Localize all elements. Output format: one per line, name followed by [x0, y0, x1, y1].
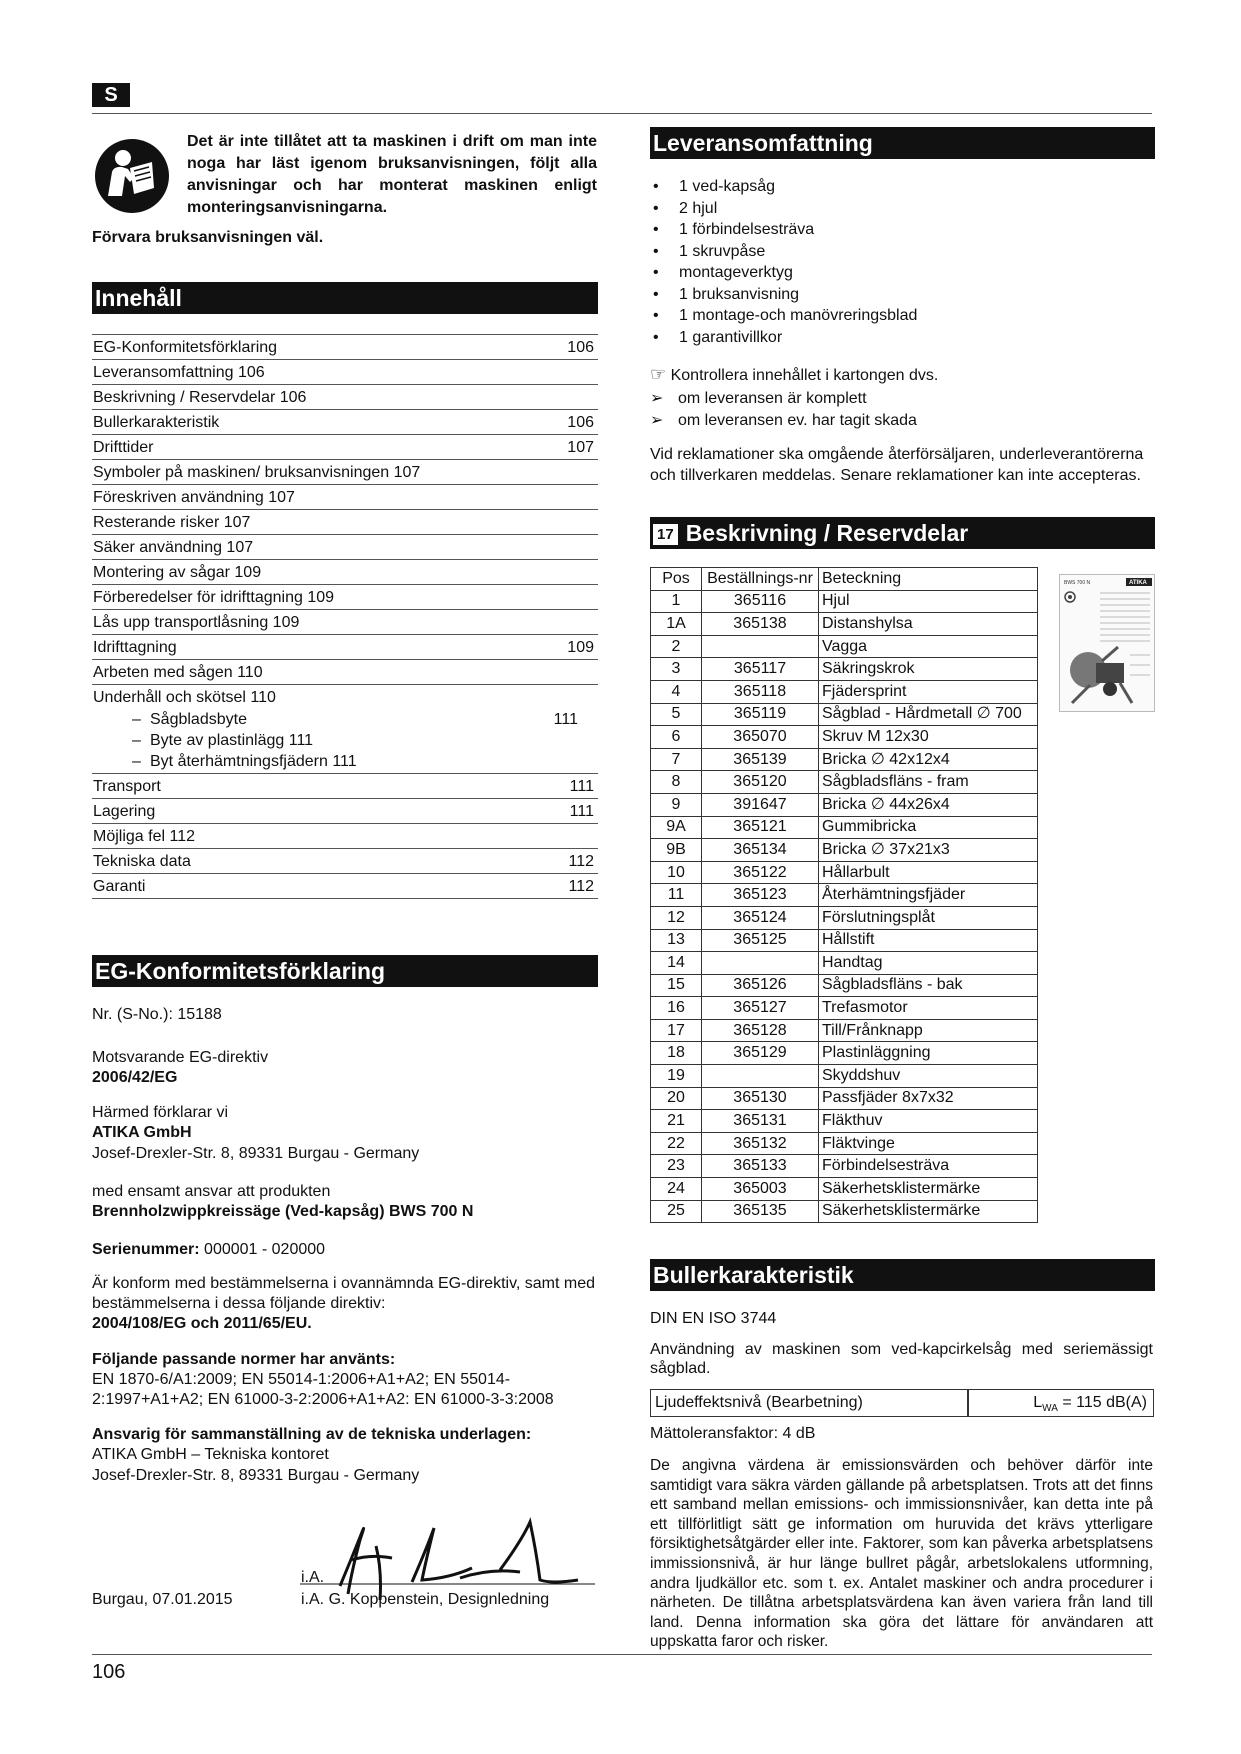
toc-subrow	[92, 730, 598, 751]
toc-label: EG-Konformitetsförklaring	[93, 339, 278, 356]
toc-dash: –	[132, 711, 141, 728]
toc-row	[92, 334, 598, 359]
toc-label: Underhåll och skötsel 110	[93, 689, 276, 706]
noise-level-table	[650, 1389, 1154, 1417]
table-row	[651, 1042, 1038, 1065]
table-row	[651, 635, 1038, 658]
toc-label: Transport	[93, 778, 161, 795]
toc-label: Säker användning 107	[93, 539, 254, 556]
part-order-nr: 365128	[702, 1019, 819, 1042]
toc-page: 106	[567, 339, 594, 356]
table-row	[651, 613, 1038, 636]
toc-page: 112	[568, 878, 594, 895]
table-row	[651, 793, 1038, 816]
table-header-row	[651, 568, 1038, 591]
part-description: Hjul	[819, 590, 1038, 613]
part-order-nr: 365123	[702, 884, 819, 907]
toc-subrow	[92, 751, 598, 773]
toc-label: Tekniska data	[93, 853, 191, 870]
toc-label: Lås upp transportlåsning 109	[93, 614, 300, 631]
table-row	[651, 1110, 1038, 1133]
part-order-nr	[702, 1065, 819, 1088]
responsible-address: Josef-Drexler-Str. 8, 89331 Burgau - Germany	[92, 1467, 420, 1484]
part-description: Hållarbult	[819, 861, 1038, 884]
toc-row	[92, 873, 598, 899]
arrow-icon: ➢	[650, 410, 664, 429]
part-pos: 19	[651, 1065, 702, 1088]
list-item: • 1 skruvpåse	[650, 241, 1150, 263]
toc-page: 111	[569, 778, 594, 795]
toc-label: Förberedelser för idrifttagning 109	[93, 589, 335, 606]
part-pos: 12	[651, 906, 702, 929]
part-description: Skyddshuv	[819, 1065, 1038, 1088]
table-row	[651, 680, 1038, 703]
toc-page: 109	[567, 639, 594, 656]
keep-manual-note: Förvara bruksanvisningen väl.	[92, 229, 324, 246]
toc-row	[92, 559, 598, 584]
toc-label: Idrifttagning	[93, 639, 177, 656]
part-description: Plastinläggning	[819, 1042, 1038, 1065]
part-order-nr: 391647	[702, 793, 819, 816]
part-pos: 13	[651, 929, 702, 952]
table-row	[651, 771, 1038, 794]
norms-label: Följande passande normer har använts:	[92, 1351, 396, 1368]
table-row	[651, 1019, 1038, 1042]
part-description: Sågbladsfläns - bak	[819, 974, 1038, 997]
list-item: • 1 garantivillkor	[650, 327, 1150, 349]
table-row	[651, 658, 1038, 681]
serial-value: 000001 - 020000	[199, 1241, 326, 1258]
part-order-nr: 365134	[702, 839, 819, 862]
part-order-nr: 365121	[702, 816, 819, 839]
part-pos: 20	[651, 1087, 702, 1110]
page-number: 106	[92, 1661, 126, 1683]
toc-row	[92, 534, 598, 559]
toc-row	[92, 848, 598, 873]
list-item: • 1 montage-och manövreringsblad	[650, 305, 1150, 327]
part-pos: 14	[651, 952, 702, 975]
check-text: Kontrollera innehållet i kartongen dvs.	[670, 367, 939, 384]
part-order-nr: 365133	[702, 1155, 819, 1178]
part-pos: 22	[651, 1132, 702, 1155]
part-pos: 1	[651, 590, 702, 613]
toc-row	[92, 634, 598, 659]
part-description: Fläkthuv	[819, 1110, 1038, 1133]
thumb-brand: ATIKA	[1129, 580, 1147, 586]
language-tag: S	[92, 83, 130, 107]
table-row	[651, 997, 1038, 1020]
toc-label: Symboler på maskinen/ bruksanvisningen 107	[93, 464, 421, 481]
noise-usage: Användning av maskinen som ved-kapcirkelsåg med seriemässigt sågblad.	[650, 1341, 1153, 1377]
toc-label: Drifttider	[93, 439, 154, 456]
noise-level-value	[1033, 1390, 1147, 1422]
part-order-nr: 365139	[702, 748, 819, 771]
part-order-nr: 365138	[702, 613, 819, 636]
noise-level-symbol: L	[1033, 1394, 1043, 1411]
norms-list: EN 1870-6/A1:2009; EN 55014-1:2006+A1+A2; EN 55014-2:1997+A1+A2; EN 61000-3-2:2006+A1+A2: EN 61000-3-3:2008	[92, 1371, 554, 1408]
toc-row	[92, 584, 598, 609]
toc-page: 111	[553, 711, 578, 728]
part-pos: 11	[651, 884, 702, 907]
part-description: Säkringskrok	[819, 658, 1038, 681]
part-order-nr: 365122	[702, 861, 819, 884]
part-order-nr: 365129	[702, 1042, 819, 1065]
part-description: Säkerhetsklistermärke	[819, 1200, 1038, 1223]
toc-row	[92, 773, 598, 798]
scope-list	[650, 176, 1150, 348]
part-order-nr: 365119	[702, 703, 819, 726]
directive-value: 2006/42/EG	[92, 1069, 178, 1086]
manual-thumbnail	[1059, 574, 1155, 712]
table-row	[651, 590, 1038, 613]
toc-row	[92, 459, 598, 484]
part-description: Sågblad - Hårdmetall ∅ 700	[819, 703, 1038, 726]
toc-page: 111	[569, 803, 594, 820]
part-description: Gummibricka	[819, 816, 1038, 839]
parts-header	[650, 517, 1155, 549]
part-pos: 2	[651, 635, 702, 658]
toc-dash: –	[132, 753, 141, 770]
company-address: Josef-Drexler-Str. 8, 89331 Burgau - Germany	[92, 1145, 420, 1162]
check-item-text: om leveransen ev. har tagit skada	[678, 412, 917, 429]
table-row	[651, 748, 1038, 771]
product-name: Brennholzwippkreissäge (Ved-kapsåg) BWS 700 N	[92, 1203, 474, 1220]
table-row	[651, 1132, 1038, 1155]
part-order-nr	[702, 635, 819, 658]
noise-level-label: Ljudeffektsnivå (Bearbetning)	[651, 1390, 969, 1416]
part-description: Förbindelsesträva	[819, 1155, 1038, 1178]
table-row	[651, 1178, 1038, 1201]
signature	[300, 1510, 600, 1602]
column-header: Beteckning	[819, 568, 1038, 591]
responsible-label: Ansvarig för sammanställning av de tekniska underlagen:	[92, 1426, 532, 1443]
table-row	[651, 906, 1038, 929]
part-description: Hållstift	[819, 929, 1038, 952]
part-description: Sågbladsfläns - fram	[819, 771, 1038, 794]
part-pos: 18	[651, 1042, 702, 1065]
table-row	[651, 1087, 1038, 1110]
serial-line	[92, 1240, 602, 1260]
part-pos: 25	[651, 1200, 702, 1223]
conformity-header	[92, 955, 598, 987]
signatory: i.A. G. Koppenstein, Designledning	[301, 1591, 550, 1608]
top-rule	[92, 113, 1152, 114]
toc-label: Resterande risker 107	[93, 514, 251, 531]
bottom-rule	[92, 1654, 1152, 1655]
part-pos: 6	[651, 726, 702, 749]
safety-warning: Det är inte tillåtet att ta maskinen i drift om man inte noga har läst igenom bruksanvisningen, följt alla anvisningar och har monterat maskinen enligt monteringsanvisningarna.	[187, 133, 597, 216]
company-name: ATIKA GmbH	[92, 1124, 192, 1141]
part-order-nr: 365117	[702, 658, 819, 681]
check-item	[650, 388, 867, 408]
part-pos: 9A	[651, 816, 702, 839]
toc-label: Sågbladsbyte	[150, 711, 247, 728]
toc-label: Garanti	[93, 878, 146, 895]
part-order-nr: 365127	[702, 997, 819, 1020]
toc-row	[92, 823, 598, 848]
parts-title: Beskrivning / Reservdelar	[685, 520, 969, 546]
figure-badge: 17	[653, 524, 678, 545]
part-description: Handtag	[819, 952, 1038, 975]
toc-label: Föreskriven användning 107	[93, 489, 295, 506]
part-order-nr: 365120	[702, 771, 819, 794]
table-of-contents	[92, 334, 598, 899]
part-description: Trefasmotor	[819, 997, 1038, 1020]
part-description: Passfjäder 8x7x32	[819, 1087, 1038, 1110]
column-header: Beställnings-nr	[702, 568, 819, 591]
part-pos: 15	[651, 974, 702, 997]
toc-label: Lagering	[93, 803, 156, 820]
part-description: Skruv M 12x30	[819, 726, 1038, 749]
part-description: Förslutningsplåt	[819, 906, 1038, 929]
toc-label: Leveransomfattning 106	[93, 364, 265, 381]
check-instruction	[650, 364, 938, 385]
toc-row	[92, 798, 598, 823]
product-label: med ensamt ansvar att produkten	[92, 1183, 331, 1200]
table-row	[651, 816, 1038, 839]
responsible-company: ATIKA GmbH – Tekniska kontoret	[92, 1446, 329, 1463]
part-pos: 24	[651, 1178, 702, 1201]
part-pos: 9	[651, 793, 702, 816]
toc-subrow	[92, 709, 598, 730]
conform-text: Är konform med bestämmelserna i ovannämnda EG-direktiv, samt med bestämmelserna i dessa följande direktiv:	[92, 1275, 596, 1312]
part-description: Bricka ∅ 37x21x3	[819, 839, 1038, 862]
table-row	[651, 952, 1038, 975]
part-description: Bricka ∅ 44x26x4	[819, 793, 1038, 816]
table-row	[651, 884, 1038, 907]
part-description: Fjädersprint	[819, 680, 1038, 703]
noise-title: Bullerkarakteristik	[653, 1262, 854, 1288]
toc-label: Beskrivning / Reservdelar 106	[93, 389, 307, 406]
part-pos: 5	[651, 703, 702, 726]
part-description: Fläktvinge	[819, 1132, 1038, 1155]
arrow-icon: ➢	[650, 388, 664, 407]
toc-label: Byt återhämtningsfjädern 111	[150, 753, 357, 770]
noise-header	[650, 1259, 1155, 1291]
table-row	[651, 839, 1038, 862]
part-pos: 16	[651, 997, 702, 1020]
toc-title: Innehåll	[95, 285, 182, 311]
toc-row	[92, 484, 598, 509]
list-item: • 1 ved-kapsåg	[650, 176, 1150, 198]
part-pos: 21	[651, 1110, 702, 1133]
table-row	[651, 1200, 1038, 1223]
toc-label: Byte av plastinlägg 111	[150, 732, 314, 749]
part-order-nr: 365118	[702, 680, 819, 703]
part-order-nr: 365126	[702, 974, 819, 997]
part-pos: 1A	[651, 613, 702, 636]
part-order-nr: 365003	[702, 1178, 819, 1201]
part-order-nr: 365125	[702, 929, 819, 952]
noise-standard: DIN EN ISO 3744	[650, 1310, 777, 1327]
part-pos: 17	[651, 1019, 702, 1042]
place-date: Burgau, 07.01.2015	[92, 1591, 233, 1608]
scope-title: Leveransomfattning	[653, 130, 873, 156]
toc-row	[92, 684, 598, 709]
part-description: Återhämtningsfjäder	[819, 884, 1038, 907]
toc-row	[92, 509, 598, 534]
parts-table	[650, 567, 1038, 1223]
part-pos: 9B	[651, 839, 702, 862]
toc-row	[92, 434, 598, 459]
table-row	[651, 929, 1038, 952]
pointing-hand-icon: ☞	[650, 364, 667, 385]
serial-label: Serienummer:	[92, 1241, 200, 1258]
list-item: • 1 förbindelsesträva	[650, 219, 1150, 241]
list-item: • montageverktyg	[650, 262, 1150, 284]
toc-page: 112	[568, 853, 594, 870]
part-order-nr: 365124	[702, 906, 819, 929]
toc-label: Arbeten med sågen 110	[93, 664, 263, 681]
toc-row	[92, 659, 598, 684]
declare-label: Härmed förklarar vi	[92, 1104, 229, 1121]
noise-level-subscript: WA	[1042, 1403, 1058, 1415]
toc-row	[92, 384, 598, 409]
complaint-note: Vid reklamationer ska omgående återförsäljaren, underleverantörerna och tillverkaren meddelas. Senare reklamationer kan inte accepteras.	[650, 446, 1144, 484]
part-pos: 23	[651, 1155, 702, 1178]
part-description: Till/Frånknapp	[819, 1019, 1038, 1042]
table-row	[651, 861, 1038, 884]
directive-label: Motsvarande EG-direktiv	[92, 1049, 269, 1066]
table-row	[651, 1155, 1038, 1178]
list-item: • 2 hjul	[650, 198, 1150, 220]
conformity-title: EG-Konformitetsförklaring	[95, 958, 386, 984]
toc-page: 107	[567, 439, 594, 456]
table-row	[651, 726, 1038, 749]
column-header: Pos	[651, 568, 702, 591]
noise-paragraph: De angivna värdena är emissionsvärden och behöver därför inte samtidigt vara säkra värden gällande på arbetsplatsen. Trots att det finns ett samband mellan emissions- och immissionsnivåer, kan detta inte på ett tillförlitligt sätt ge information om huruvida det krävs ytterligare försiktighetsåtgärder eller inte. Faktorer, som kan påverka arbetsplatsens immissionsnivå, är hur länge bullret pågår, arbetslokalens utformning, andra ljudkällor etc. som t. ex. Antalet maskiner och andra procedurer i närheten. De tillåtna arbetsplatsvärdena kan även variera från land till land. Denna information ska göra det lättare för användaren att uppskatta faror och risker.	[650, 1457, 1153, 1651]
toc-page: 106	[567, 414, 594, 431]
noise-level-number: = 115 dB(A)	[1057, 1394, 1147, 1411]
noise-tolerance: Mättoleransfaktor: 4 dB	[650, 1425, 816, 1442]
part-order-nr: 365116	[702, 590, 819, 613]
scope-header	[650, 127, 1155, 159]
part-order-nr: 365132	[702, 1132, 819, 1155]
part-order-nr: 365130	[702, 1087, 819, 1110]
part-description: Vagga	[819, 635, 1038, 658]
toc-label: Möjliga fel 112	[93, 828, 195, 845]
part-order-nr: 365070	[702, 726, 819, 749]
part-pos: 4	[651, 680, 702, 703]
part-pos: 8	[651, 771, 702, 794]
toc-row	[92, 409, 598, 434]
part-order-nr: 365135	[702, 1200, 819, 1223]
ia-mark: i.A.	[301, 1569, 325, 1586]
part-description: Distanshylsa	[819, 613, 1038, 636]
toc-label: Montering av sågar 109	[93, 564, 262, 581]
toc-header	[92, 282, 598, 314]
thumb-model: BWS 700 N	[1064, 580, 1091, 586]
part-pos: 7	[651, 748, 702, 771]
table-row	[651, 1065, 1038, 1088]
part-order-nr	[702, 952, 819, 975]
table-row	[651, 703, 1038, 726]
toc-label: Bullerkarakteristik	[93, 414, 220, 431]
toc-row	[92, 609, 598, 634]
directives-extra: 2004/108/EG och 2011/65/EU.	[92, 1315, 312, 1332]
conformity-nr: Nr. (S-No.): 15188	[92, 1006, 222, 1023]
read-manual-icon	[94, 138, 170, 214]
table-row	[651, 974, 1038, 997]
part-description: Bricka ∅ 42x12x4	[819, 748, 1038, 771]
part-pos: 10	[651, 861, 702, 884]
part-order-nr: 365131	[702, 1110, 819, 1133]
check-item	[650, 410, 917, 430]
toc-dash: –	[132, 732, 141, 749]
check-item-text: om leveransen är komplett	[678, 390, 867, 407]
toc-row	[92, 359, 598, 384]
list-item: • 1 bruksanvisning	[650, 284, 1150, 306]
part-pos: 3	[651, 658, 702, 681]
part-description: Säkerhetsklistermärke	[819, 1178, 1038, 1201]
